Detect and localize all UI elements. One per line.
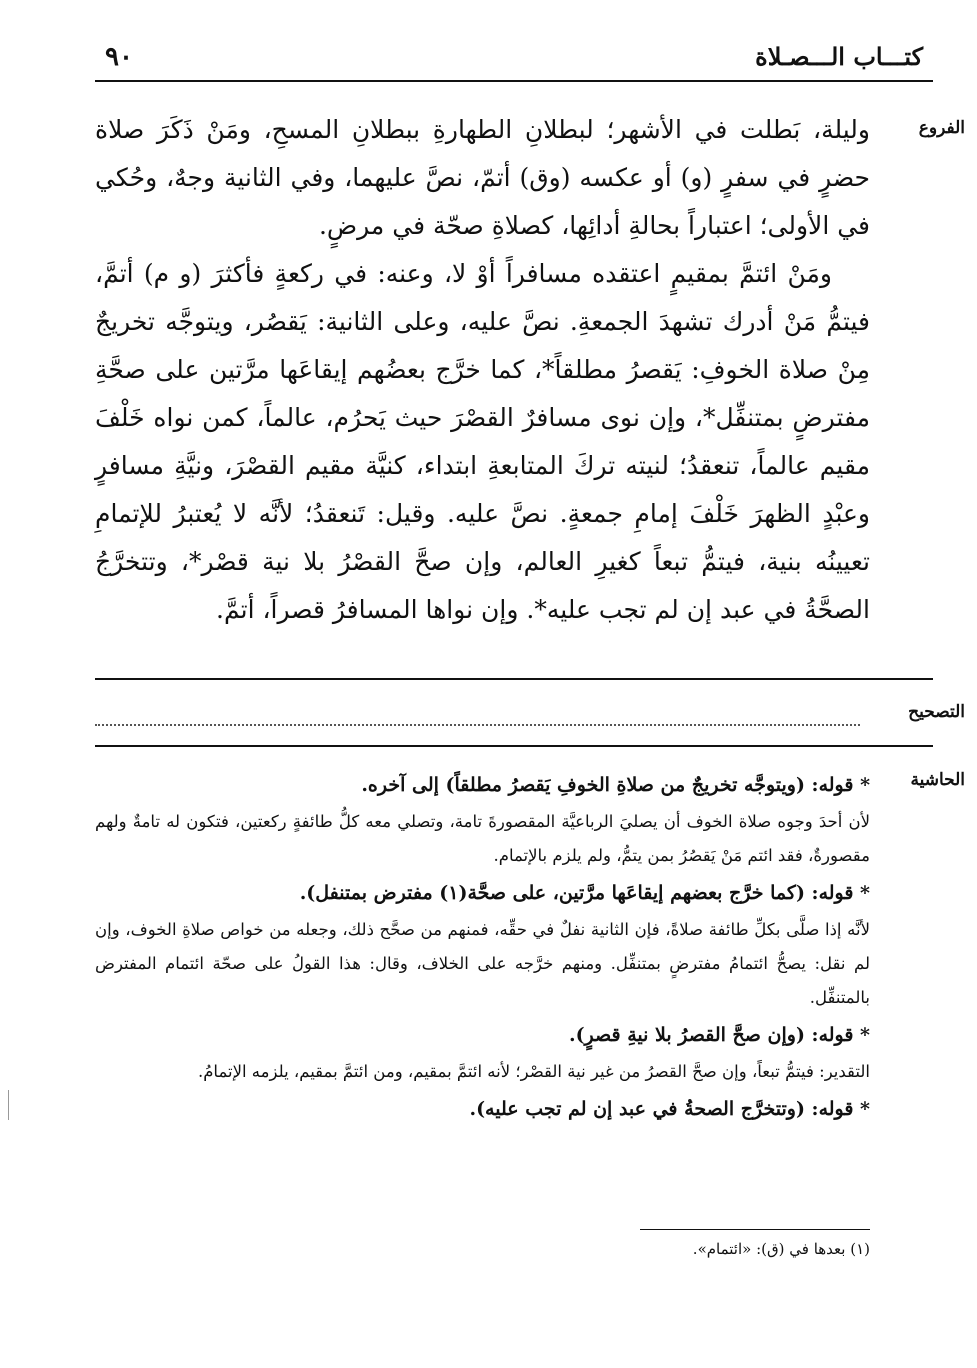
margin-mark [8,1090,9,1120]
section-divider [95,678,933,680]
main-paragraph: وليلة، بَطلت في الأشهر؛ لبطلانِ الطهارةِ ببطلانِ المسحِ، ومَنْ ذَكَرَ صلاة حضرٍ في سفرٍ (و) أو عكسه (وق) أتمّ، نصَّ عليهما، وفي الثانية وجهٌ، وحُكي في الأولى؛ اعتباراً بحالةِ أدائِها، كصلاةِ صحّة في مرضٍ. [95,115,870,240]
hashiya-quote: * قوله: (وإن صحَّ القصرُ بلا نيةِ قصرٍ). [568,1024,870,1046]
book-title: كتـــاب الـــصـلاة [755,42,923,71]
label-tashih: التصحيح [908,702,965,722]
main-text [95,106,870,634]
footnote-divider [640,1229,870,1230]
section-divider [95,745,933,747]
hashiya-quote: * قوله: (ويتوجَّه تخريجٌ من صلاةِ الخوفِ يَقصرُ مطلقاً) إلى آخره. [361,774,870,796]
hashiya-commentary: التقدير: فيتمُّ تبعاً، وإن صحَّ القصرُ من غير نية القصْر؛ لأنه ائتمَّ بمقيم، ومن ائتمَّ بمقيم، يلزمه الإتمامُ. [197,1062,870,1081]
hashiya-section [95,765,870,1129]
hashiya-commentary: لأنَّه إذا صلَّى بكلِّ طائفة صلاةً، فإن الثانية نفلٌ في حقِّه، فمنهم من صحَّح ذلك، وجعله من خواص صلاةِ الخوف، وإن لم نقل: يصحُّ ائتمامُ مفترضٍ بمتنفِّل. ومنهم خرَّجه على الخلاف، وقال: هذا القولُ على صحّة ائتمام المفترض بالمتنفِّل. [95,920,870,1007]
main-paragraph: ومَنْ ائتمَّ بمقيمٍ اعتقده مسافراً أوْ لا، وعنه: في ركعةٍ فأكثرَ (و م) أتمَّ، فيتمُّ مَنْ أدرك تشهدَ الجمعةِ. نصَّ عليه، وعلى الثانية: يَقصُر، ويتوجَّه تخريجٌ مِنْ صلاة الخوفِ: يَقصرُ مطلقاً*، كما خرَّج بعضُهم إيقاعَها مرَّتين على صحَّةِ مفترضٍ بمتنفِّل*، وإن نوى مسافرٌ القصْرَ حيث يَحرُم، عالماً، كمن نواه خَلْفَ مقيم عالماً، تنعقدُ؛ لنيته تركَ المتابعةِ ابتداء، كنيَّة مقيم القصْرَ، ونيَّةِ مسافرٍ وعبْدٍ الظهرَ خَلْفَ إمامِ جمعةٍ. نصَّ عليه. وقيل: تَنعقدُ؛ لأنَّه لا يُعتبرُ للإتمامِ تعيينُه بنية، فيتمُّ تبعاً كغيرِ العالم، وإن صحَّ القصْرُ بلا نية قصْر*، وتتخرَّجُ الصحَّةُ في عبد إن لم تجب عليه*. وإن نواها المسافرُ قصراً، أتمَّ. [95,259,870,624]
page-number: ٩٠ [105,42,133,72]
label-hashiya: الحاشية [910,770,965,790]
tashih-dotted-line [95,704,860,726]
hashiya-commentary: لأن أحدَ وجوه صلاة الخوف أن يصليَ الرباعيَّة المقصورةَ تامة، وتصلي معه كلُّ طائفةٍ ركعتين، فتكون له تامةٌ ولهم مقصورةٌ، فقد ائتم مَنْ يَقصُرُ بمن يتمُّ، ولم يلزم بالإتمام. [95,812,870,865]
label-furu: الفروع [918,118,965,138]
hashiya-quote: * قوله: (كما خرَّج بعضهم إيقاعَها مرَّتين، على صحَّة(١) مفترض بمتنفل). [299,882,870,904]
footnote: (١) بعدها في (ق): «ائتمام». [692,1240,870,1258]
page-header [95,40,933,82]
hashiya-quote: * قوله: (وتتخرَّج الصحةُ في عبد إن لم تجب عليه). [469,1098,870,1120]
